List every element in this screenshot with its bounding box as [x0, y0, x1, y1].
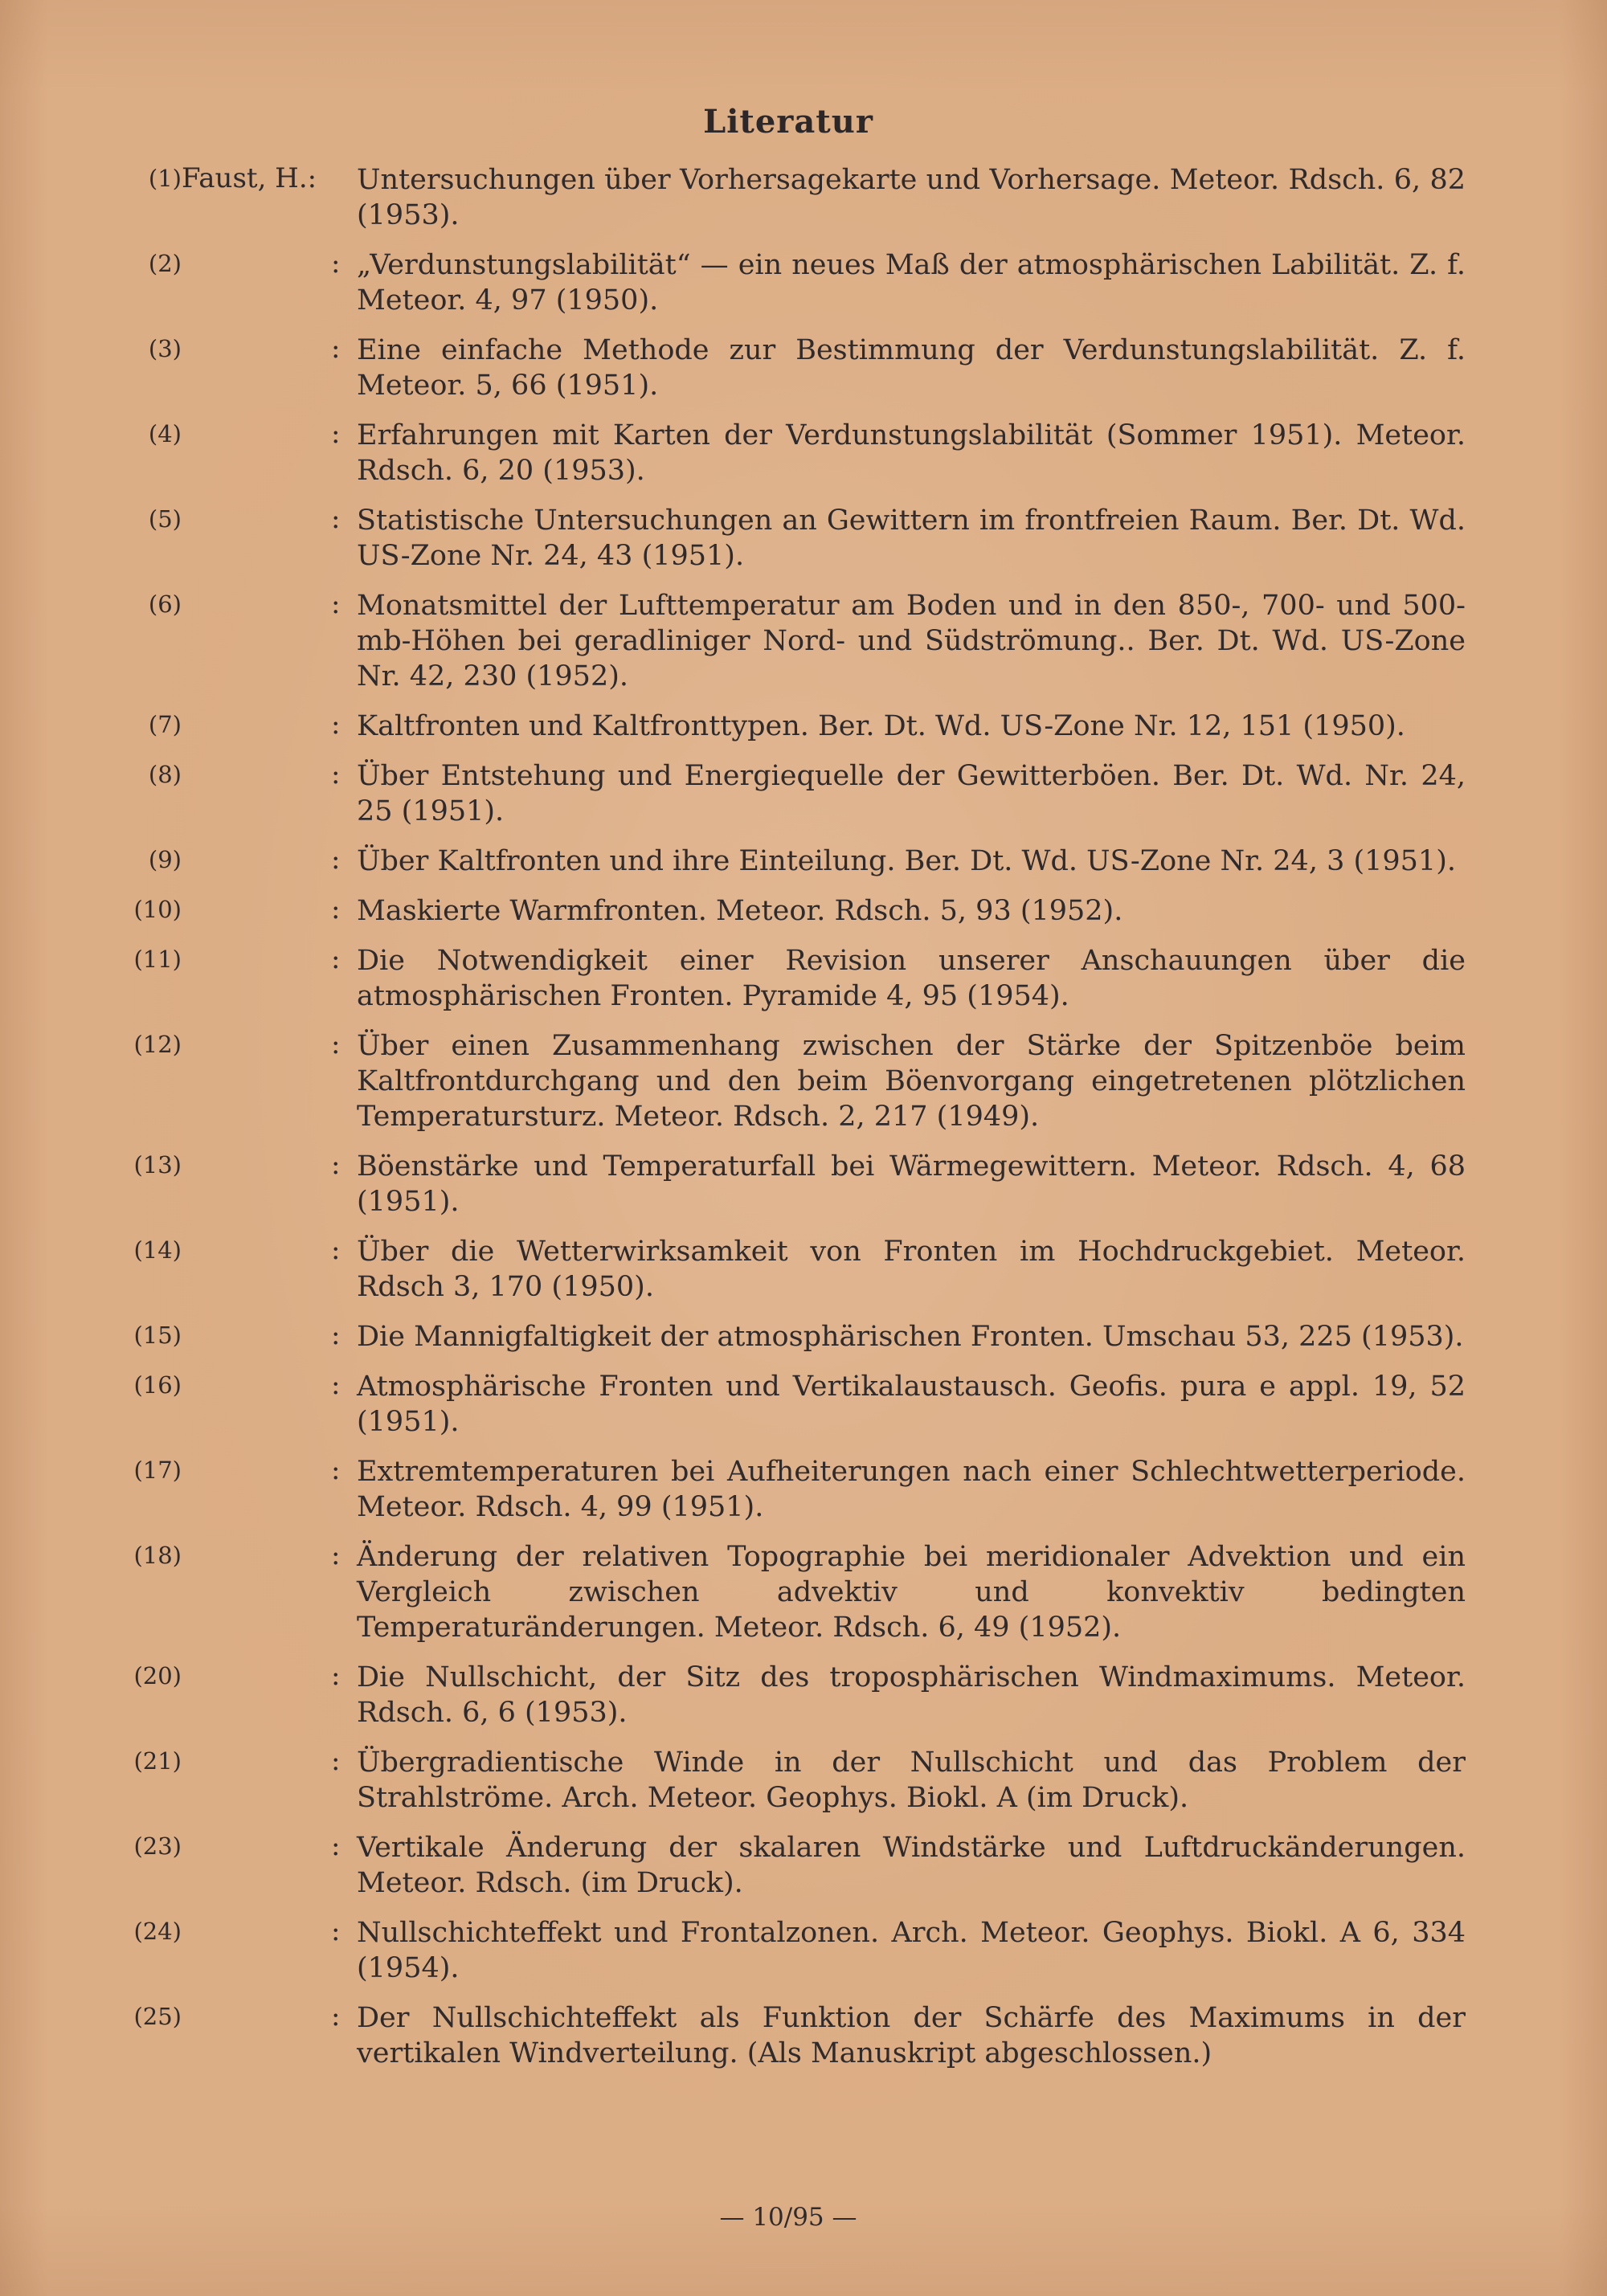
- reference-number: (11): [133, 946, 182, 973]
- reference-text: Über einen Zusammenhang zwischen der Stärke der Spitzenböe beim Kaltfrontdurchgang und den beim Böenvorgang eingetretenen plötzlichen Temperatursturz. Meteor. Rdsch. 2, 217 (1949).: [357, 1030, 1466, 1133]
- separator-colon: :: [331, 709, 341, 741]
- reference-entry: [0, 1149, 1607, 1219]
- reference-entry: [0, 162, 1607, 233]
- reference-text: Maskierte Warmfronten. Meteor. Rdsch. 5, 93 (1952).: [357, 895, 1123, 927]
- reference-text: Vertikale Änderung der skalaren Windstärke und Luftdruckänderungen. Meteor. Rdsch. (im Druck).: [357, 1832, 1466, 1899]
- reference-number: (12): [133, 1031, 182, 1058]
- reference-text: Die Notwendigkeit einer Revision unserer Anschauungen über die atmosphärischen Fronten. Pyramide 4, 95 (1954).: [357, 945, 1466, 1012]
- separator-colon: :: [331, 418, 341, 450]
- reference-entry: [0, 893, 1607, 929]
- reference-entry: [0, 1745, 1607, 1816]
- separator-colon: :: [331, 1830, 341, 1862]
- separator-colon: :: [331, 844, 341, 876]
- reference-number: (21): [133, 1747, 182, 1775]
- reference-entry: [0, 247, 1607, 318]
- reference-number: (15): [133, 1322, 182, 1349]
- reference-entry: [0, 1915, 1607, 1986]
- reference-text: Statistische Untersuchungen an Gewittern im frontfreien Raum. Ber. Dt. Wd. US-Zone Nr. 24, 43 (1951).: [357, 505, 1466, 572]
- reference-entry: [0, 2000, 1607, 2071]
- reference-text: Monatsmittel der Lufttemperatur am Boden und in den 850-, 700- und 500-mb-Höhen bei geradliniger Nord- und Südströmung.. Ber. Dt. Wd. US-Zone Nr. 42, 230 (1952).: [357, 590, 1466, 692]
- separator-colon: :: [331, 1539, 341, 1571]
- reference-text: Über die Wetterwirksamkeit von Fronten im Hochdruckgebiet. Meteor. Rdsch 3, 170 (1950).: [357, 1236, 1466, 1303]
- separator-colon: :: [331, 1369, 341, 1401]
- separator-colon: :: [331, 1745, 341, 1777]
- reference-entry: [0, 1369, 1607, 1440]
- reference-number: (24): [133, 1918, 182, 1945]
- reference-entry: [0, 709, 1607, 744]
- separator-colon: :: [331, 333, 341, 365]
- reference-text: „Verdunstungslabilität“ — ein neues Maß der atmosphärischen Labilität. Z. f. Meteor. 4, 97 (1950).: [357, 249, 1466, 317]
- page-number: — 10/95 —: [719, 2203, 857, 2232]
- separator-colon: :: [331, 503, 341, 535]
- reference-number: (6): [148, 590, 182, 618]
- reference-entry: [0, 758, 1607, 829]
- reference-text: Extremtemperaturen bei Aufheiterungen nach einer Schlechtwetterperiode. Meteor. Rdsch. 4, 99 (1951).: [357, 1456, 1466, 1523]
- reference-number: (3): [148, 335, 182, 362]
- reference-number: (7): [148, 711, 182, 738]
- separator-colon: :: [331, 943, 341, 975]
- separator-colon: :: [331, 1319, 341, 1351]
- reference-text: Untersuchungen über Vorhersagekarte und Vorhersage. Meteor. Rdsch. 6, 82 (1953).: [357, 164, 1466, 231]
- reference-entry: [0, 1028, 1607, 1134]
- reference-entry: [0, 1539, 1607, 1645]
- separator-colon: :: [331, 1660, 341, 1692]
- separator-colon: :: [331, 2000, 341, 2032]
- reference-number: (18): [133, 1542, 182, 1569]
- reference-text: Nullschichteffekt und Frontalzonen. Arch. Meteor. Geophys. Biokl. A 6, 334 (1954).: [357, 1917, 1466, 1984]
- separator-colon: :: [331, 1234, 341, 1266]
- separator-colon: :: [331, 1454, 341, 1486]
- reference-number: (13): [133, 1151, 182, 1179]
- reference-number: (10): [133, 896, 182, 923]
- reference-entry: [0, 844, 1607, 879]
- reference-number: (9): [148, 846, 182, 873]
- reference-text: Über Entstehung und Energiequelle der Gewitterböen. Ber. Dt. Wd. Nr. 24, 25 (1951).: [357, 760, 1466, 827]
- page-title: Literatur: [703, 103, 873, 141]
- reference-list: [0, 162, 1607, 2086]
- reference-text: Erfahrungen mit Karten der Verdunstungslabilität (Sommer 1951). Meteor. Rdsch. 6, 20 (1953).: [357, 419, 1466, 487]
- separator-colon: :: [331, 1915, 341, 1947]
- reference-number: (25): [133, 2003, 182, 2030]
- reference-entry: [0, 1319, 1607, 1354]
- reference-number: (8): [148, 761, 182, 788]
- reference-author: Faust, H.:: [182, 162, 317, 194]
- reference-number: (4): [148, 420, 182, 447]
- reference-text: Die Nullschicht, der Sitz des troposphärischen Windmaximums. Meteor. Rdsch. 6, 6 (1953).: [357, 1661, 1466, 1729]
- separator-colon: :: [331, 893, 341, 925]
- reference-text: Der Nullschichteffekt als Funktion der Schärfe des Maximums in der vertikalen Windverteilung. (Als Manuskript abgeschlossen.): [357, 2002, 1466, 2069]
- reference-entry: [0, 1234, 1607, 1305]
- reference-number: (5): [148, 505, 182, 533]
- reference-entry: [0, 418, 1607, 488]
- reference-entry: [0, 503, 1607, 574]
- reference-text: Über Kaltfronten und ihre Einteilung. Ber. Dt. Wd. US-Zone Nr. 24, 3 (1951).: [357, 845, 1456, 877]
- reference-number: (20): [133, 1662, 182, 1689]
- reference-text: Kaltfronten und Kaltfronttypen. Ber. Dt. Wd. US-Zone Nr. 12, 151 (1950).: [357, 710, 1405, 742]
- reference-number: (1): [148, 165, 182, 192]
- reference-number: (2): [148, 250, 182, 277]
- reference-number: (17): [133, 1456, 182, 1484]
- separator-colon: :: [331, 1149, 341, 1181]
- reference-entry: [0, 943, 1607, 1014]
- reference-text: Böenstärke und Temperaturfall bei Wärmegewittern. Meteor. Rdsch. 4, 68 (1951).: [357, 1150, 1466, 1218]
- separator-colon: :: [331, 588, 341, 620]
- reference-entry: [0, 1830, 1607, 1901]
- reference-text: Die Mannigfaltigkeit der atmosphärischen Fronten. Umschau 53, 225 (1953).: [357, 1321, 1464, 1353]
- separator-colon: :: [331, 758, 341, 791]
- reference-entry: [0, 1660, 1607, 1730]
- reference-entry: [0, 1454, 1607, 1525]
- reference-text: Eine einfache Methode zur Bestimmung der Verdunstungslabilität. Z. f. Meteor. 5, 66 (1951).: [357, 334, 1466, 402]
- reference-text: Atmosphärische Fronten und Vertikalaustausch. Geofis. pura e appl. 19, 52 (1951).: [357, 1371, 1466, 1438]
- reference-text: Änderung der relativen Topographie bei meridionaler Advektion und ein Vergleich zwischen advektiv und konvektiv bedingten Temperaturänderungen. Meteor. Rdsch. 6, 49 (1952).: [357, 1541, 1466, 1644]
- reference-entry: [0, 588, 1607, 694]
- reference-text: Übergradientische Winde in der Nullschicht und das Problem der Strahlströme. Arch. Meteor. Geophys. Biokl. A (im Druck).: [357, 1747, 1466, 1814]
- reference-entry: [0, 333, 1607, 403]
- separator-colon: :: [331, 247, 341, 280]
- reference-number: (23): [133, 1832, 182, 1860]
- reference-number: (14): [133, 1236, 182, 1264]
- separator-colon: :: [331, 1028, 341, 1060]
- reference-number: (16): [133, 1371, 182, 1399]
